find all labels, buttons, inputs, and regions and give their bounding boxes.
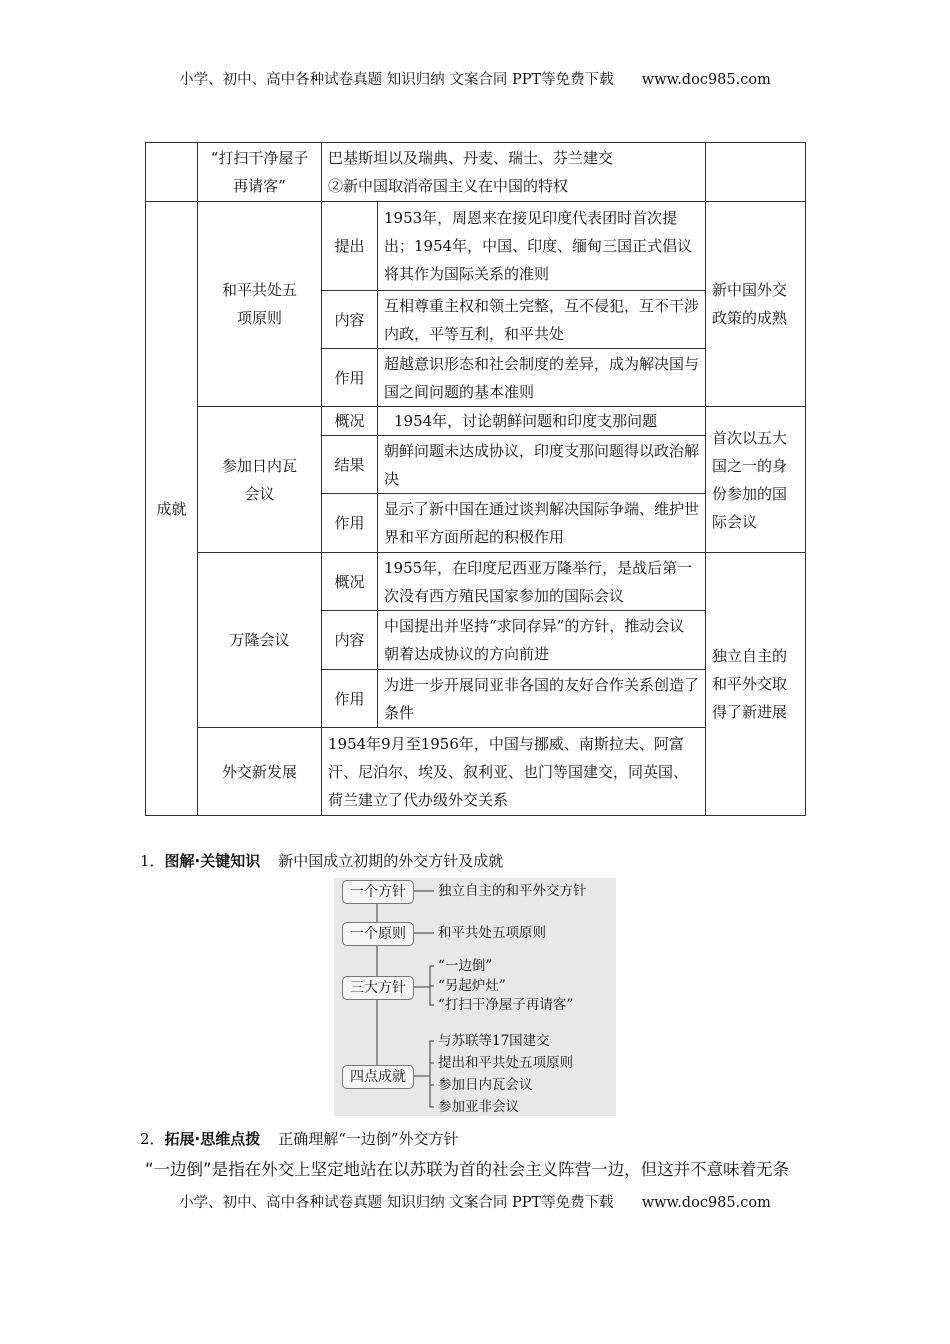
group-name: 参加日内瓦会议 — [198, 407, 322, 553]
section-title: 拓展·思维点拨 — [164, 1130, 261, 1148]
row-label: 内容 — [322, 291, 378, 349]
mind-map-diagram — [334, 878, 616, 1116]
row-label: 结果 — [322, 436, 378, 494]
box-one-policy: 一个方针 — [342, 880, 414, 904]
three-policy-item: “一边倒” — [438, 958, 493, 974]
content-line: ②新中国取消帝国主义在中国的特权 — [328, 177, 569, 195]
row-label: 内容 — [322, 611, 378, 670]
section-heading — [140, 850, 503, 871]
box-one-principle: 一个原则 — [342, 922, 414, 946]
row-label: 作用 — [322, 670, 378, 728]
row-text: 1953年，周恩来在接见印度代表团时首次提出；1954年，中国、印度、缅甸三国正式倡议将其作为国际关系的准则 — [378, 202, 706, 291]
header-url[interactable]: www.doc985.com — [641, 72, 771, 88]
section-subtitle: 新中国成立初期的外交方针及成就 — [278, 852, 504, 870]
section-heading — [140, 1128, 459, 1149]
row-label: 概况 — [322, 407, 378, 436]
group-name: 和平共处五项原则 — [198, 202, 322, 407]
group-note: 首次以五大国之一的身份参加的国际会议 — [706, 407, 806, 553]
category-cell: 成就 — [146, 202, 198, 816]
group-note: 新中国外交政策的成熟 — [706, 202, 806, 407]
row-label: 作用 — [322, 494, 378, 553]
table-cell-empty — [706, 143, 806, 202]
achievement-item: 参加日内瓦会议 — [438, 1077, 533, 1093]
table-row — [146, 553, 806, 611]
footer-url[interactable]: www.doc985.com — [641, 1195, 771, 1211]
row-text: 朝鲜问题未达成协议，印度支那问题得以政治解决 — [378, 436, 706, 494]
group-note: 独立自主的和平外交取得了新进展 — [706, 553, 806, 816]
page-footer — [0, 1191, 950, 1212]
box-three-policies: 三大方针 — [342, 976, 414, 1000]
principle-text: 和平共处五项原则 — [438, 925, 546, 941]
footer-header-text: 小学、初中、高中各种试卷真题 知识归纳 文案合同 PPT等免费下载 — [179, 1195, 614, 1211]
achievement-item: 参加亚非会议 — [438, 1099, 519, 1115]
table-cell-empty — [146, 143, 198, 202]
row-label: 作用 — [322, 349, 378, 407]
row-text: 显示了新中国在通过谈判解决国际争端、维护世界和平方面所起的积极作用 — [378, 494, 706, 553]
box-four-achievements: 四点成就 — [342, 1065, 414, 1089]
body-paragraph: “一边倒”是指在外交上坚定地站在以苏联为首的社会主义阵营一边，但这并不意味着无条 — [145, 1160, 790, 1179]
policy-text: 独立自主的和平外交方针 — [438, 883, 587, 899]
content-line: 巴基斯坦以及瑞典、丹麦、瑞士、芬兰建交 — [328, 149, 614, 167]
row-text: 1954年9月至1956年，中国与挪威、南斯拉夫、阿富汗、尼泊尔、埃及、叙利亚、也门等国建交，同英国、荷兰建立了代办级外交关系 — [322, 728, 706, 816]
item-cell: “打扫干净屋子再请客” — [198, 143, 322, 202]
row-label: 概况 — [322, 553, 378, 611]
header-text: 小学、初中、高中各种试卷真题 知识归纳 文案合同 PPT等免费下载 — [179, 72, 614, 88]
row-text: 为进一步开展同亚非各国的友好合作关系创造了条件 — [378, 670, 706, 728]
row-text: 1955年，在印度尼西亚万隆举行，是战后第一次没有西方殖民国家参加的国际会议 — [378, 553, 706, 611]
table-row — [146, 407, 806, 436]
row-label: 提出 — [322, 202, 378, 291]
table-row — [146, 143, 806, 202]
section-number: 2． — [140, 1130, 165, 1148]
section-number: 1． — [140, 852, 165, 870]
row-text: 超越意识形态和社会制度的差异，成为解决国与国之间问题的基本准则 — [378, 349, 706, 407]
diplomacy-table — [145, 142, 806, 816]
group-name: 万隆会议 — [198, 553, 322, 728]
content-cell — [322, 143, 706, 202]
row-text: 互相尊重主权和领土完整，互不侵犯，互不干涉内政，平等互利，和平共处 — [378, 291, 706, 349]
page-header — [0, 68, 950, 89]
section-subtitle: 正确理解“一边倒”外交方针 — [278, 1130, 459, 1148]
section-title: 图解·关键知识 — [164, 852, 261, 870]
three-policy-item: “另起炉灶” — [438, 978, 506, 994]
achievement-item: 与苏联等17国建交 — [438, 1033, 550, 1049]
group-name: 外交新发展 — [198, 728, 322, 816]
row-text: 中国提出并坚持“求同存异”的方针，推动会议朝着达成协议的方向前进 — [378, 611, 706, 670]
row-text: 1954年，讨论朝鲜问题和印度支那问题 — [378, 407, 706, 436]
achievement-item: 提出和平共处五项原则 — [438, 1055, 573, 1071]
three-policy-item: “打扫干净屋子再请客” — [438, 997, 574, 1013]
table-row — [146, 202, 806, 291]
